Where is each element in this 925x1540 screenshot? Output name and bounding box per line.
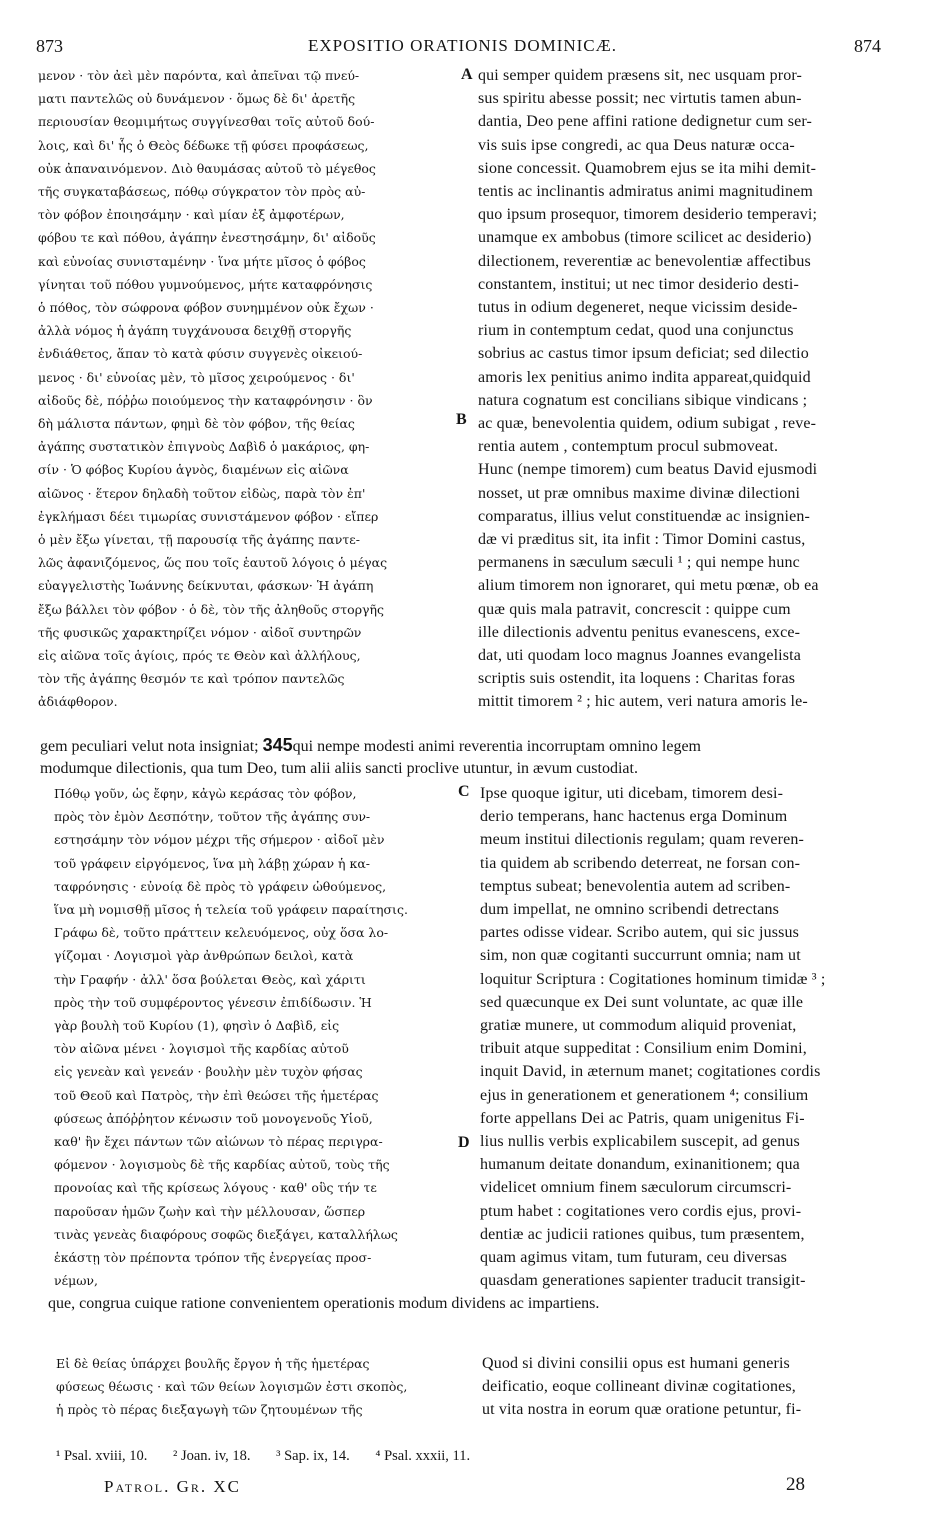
footnotes	[56, 1448, 492, 1465]
latin-text-line: humanum deitate donandum, exinanitionem; qua	[480, 1156, 800, 1174]
margin-marker-b: B	[456, 411, 467, 428]
latin-text-line: sim, non quæ cogitanti succurrunt omnia; nam ut	[480, 947, 801, 965]
series-title: Patrol. Gr. XC	[104, 1477, 242, 1496]
margin-marker-c: C	[458, 783, 470, 800]
greek-text-line: ματι παντελῶς οὐ δυνάμενον · ὅμως δὲ δι' ἀρετῆς	[38, 91, 356, 107]
greek-text-line: ταφρόνησις · εὐνοίᾳ δὲ πρὸς τὸ γράφειν ὠθούμενος,	[54, 878, 387, 894]
latin-text-line: temptus subeat; benevolentia autem ad scriben-	[480, 877, 791, 895]
greek-text-line: πρὸς τὴν τοῦ συμφέροντος γένεσιν ἐπιδίδωσιν. Ἡ	[54, 994, 372, 1010]
running-header	[0, 36, 925, 62]
latin-text-line: videlicet omnium finem sæculorum circumscri-	[480, 1179, 792, 1197]
margin-marker-d: D	[458, 1134, 470, 1151]
latin-text-line: quam agimus vitam, tum futuram, ceu diversas	[480, 1249, 787, 1267]
latin-text-line: amoris lex penitius animo indita appareat,quidquid	[478, 368, 811, 386]
bridge-text-1b: qui nempe modesti animi reverentia incorruptam omnino legem	[292, 738, 701, 755]
page-title: EXPOSITIO ORATIONIS DOMINICÆ.	[307, 36, 618, 55]
latin-text-line: sus spiritu abesse possit; nec virtutis tamen abun-	[478, 90, 802, 108]
latin-text-line: nosset, ut præ omnibus maxime divinæ dilectioni	[478, 484, 801, 502]
latin-text-line: tentis ac inclinantis admiratus animi magnitudinem	[478, 183, 813, 201]
latin-column-section-3	[482, 1352, 890, 1422]
greek-text-line: ἀγάπης συστατικὸν ἐπιγνοὺς Δαβὶδ ὁ μακάριος, φη-	[38, 439, 370, 455]
greek-text-line: ἑκάστῃ τὸν πρέποντα τρόπον τῆς ἐνεργείας προσ-	[54, 1250, 372, 1266]
latin-text-line: unamque ex ambobus (timore scilicet ac desiderio)	[478, 229, 812, 247]
greek-text-line: εστησάμην τὸν νόμον μέχρι τῆς σήμερον · αἰδοῖ μὲν	[54, 832, 385, 848]
column-number-marker: 345	[262, 735, 293, 755]
latin-text-line: comparatus, illius velut constituendæ ac insignien-	[478, 507, 811, 525]
greek-text-line: τὸν τῆς ἀγάπης θεσμόν τε καὶ τρόπον παντελῶς	[38, 671, 345, 687]
greek-text-line: καὶ εὐνοίας συνισταμένην · ἵνα μήτε μῖσος ὁ φόβος	[38, 253, 366, 269]
latin-text-line: dum impellat, ne omnino scribendi detrectans	[480, 901, 779, 919]
latin-text-line: partes odisse videar. Scribo autem, qui sic jussus	[480, 924, 800, 942]
greek-text-line: εἰς γενεὰν καὶ γενεάν · βουλὴν μὲν τυχὸν φήσας	[54, 1064, 363, 1080]
latin-text-line: tia quidem ab scribendo deterreat, ne forsan con-	[480, 854, 801, 872]
latin-text-line: dantia, Deo pene affini ratione dedignetur cum ser-	[478, 113, 813, 131]
greek-text-line: φόβου τε καὶ πόθου, ἀγάπην ἐνεστησάμην, δι' αἰδοῦς	[38, 230, 376, 246]
greek-text-line: τινὰς γενεὰς διαφόρους σοφῶς διεξάγει, καταλλήλως	[54, 1226, 398, 1242]
latin-text-line: dilectionem, reverentiæ ac benevolentiæ affectibus	[478, 252, 811, 270]
greek-column-section-2	[54, 782, 454, 1292]
greek-text-line: παροῦσαν ἡμῶν ζωὴν καὶ τὴν μέλλουσαν, ὥσπερ	[54, 1203, 366, 1219]
greek-text-line: Γράφω δὲ, τοῦτο πράττειν κελευόμενος, οὐχ ὅσα λο-	[54, 925, 389, 941]
greek-text-line: λοις, καὶ δι' ἧς ὁ Θεὸς δέδωκε τῇ φύσει προφάσεως,	[38, 137, 369, 153]
latin-text-line: sione concessit. Quamobrem ejus se ita mihi demit-	[478, 159, 817, 177]
greek-text-line: μενος · δι' εὐνοίας μὲν, τὸ μῖσος χειρούμενος · δι'	[38, 369, 355, 385]
greek-text-line: τοῦ Θεοῦ καὶ Πατρὸς, τὴν ἐπὶ θεώσει τῆς ἡμετέρας	[54, 1087, 379, 1103]
bridge-line-1	[40, 734, 890, 758]
greek-text-line: τὴν Γραφήν · ἀλλ' ὅσα βούλεται Θεὸς, καὶ χάριτι	[54, 971, 366, 987]
greek-text-line: προνοίας καὶ τῆς κρίσεως λόγους · καθ' οὓς τήν τε	[54, 1180, 377, 1196]
greek-text-line: σίν · Ὁ φόβος Κυρίου ἁγνὸς, διαμένων εἰς αἰῶνα	[38, 462, 349, 478]
greek-text-line: αἰδοῦς δὲ, πόῤῥω ποιούμενος τὴν καταφρόνησιν · ὃν	[38, 392, 373, 408]
right-column-number: 874	[854, 36, 881, 56]
greek-text-line: τῆς συγκαταβάσεως, πόθῳ σύγκρατον τὸν πρὸς αὐ-	[38, 184, 366, 200]
greek-text-line: λῶς ἀφανιζόμενος, ὥς που τοῖς ἑαυτοῦ λόγοις ὁ μέγας	[38, 555, 388, 571]
latin-text-line: permanens in sæculum sæculi ¹ ; qui nempe hunc	[478, 554, 800, 572]
latin-column-section-1	[478, 64, 890, 714]
latin-text-line: qui semper quidem præsens sit, nec usquam pror-	[478, 67, 803, 84]
footnote-3: ³ Sap. ix, 14.	[276, 1448, 350, 1464]
greek-text-line: περιουσίαν θεομιμήτως συγγίνεσθαι τοῖς αὐτοῦ δού-	[38, 114, 375, 130]
latin-text-line: quo ipsum prosequor, timorem desiderio temperavi;	[478, 206, 818, 224]
greek-text-line: ἐγκλήμασι δέει τιμωρίας συνιστάμενον φόβον · εἴπερ	[38, 508, 379, 524]
latin-text-line: forte appellans Dei ac Patris, quam unigenitus Fi-	[480, 1109, 805, 1127]
greek-text-line: φύσεως θέωσις · καὶ τῶν θείων λογισμῶν ἐστι σκοπὸς,	[56, 1379, 408, 1395]
latin-text-line: ille dilectionis adventu penitus evanescens, exce-	[478, 623, 801, 641]
latin-text-line: dæ vi præditus sit, ita infit : Timor Domini castus,	[478, 531, 806, 549]
greek-text-line: τῆς φυσικῶς χαρακτηρίζει νόμον · αἰδοῖ συντηρῶν	[38, 624, 362, 640]
latin-text-line: derio temperans, hanc hactenus erga Dominum	[480, 808, 788, 826]
latin-text-line: ejus in generationem et generationem ⁴; consilium	[480, 1086, 809, 1104]
greek-text-line: εὐαγγελιστὴς Ἰωάννης δείκνυται, φάσκων· Ἡ ἀγάπη	[38, 578, 374, 594]
greek-text-line: γίζομαι · Λογισμοὶ γὰρ ἀνθρώπων δειλοὶ, κατὰ	[54, 948, 354, 964]
greek-text-line: ἀλλὰ νόμος ἡ ἀγάπη τυγχάνουσα δειχθῇ στοργῆς	[38, 323, 352, 339]
greek-text-line: τὸν αἰῶνα μένει · λογισμοὶ τῆς καρδίας αὐτοῦ	[54, 1041, 349, 1057]
greek-text-line: ἔξω βάλλει τὸν φόβον · ὁ δὲ, τὸν τῆς ἀληθοῦς στοργῆς	[38, 601, 385, 617]
greek-text-line: νέμων,	[54, 1273, 98, 1289]
bridge-line-3: que, congrua cuique ratione convenientem operationis modum dividens ac impartiens.	[48, 1295, 600, 1312]
latin-text-line: alium timorem non ignoraret, qui metu pœnæ, ob ea	[478, 577, 819, 595]
footnote-2: ² Joan. iv, 18.	[172, 1448, 251, 1464]
footnote-4: ⁴ Psal. xxxii, 11.	[375, 1448, 471, 1464]
bridge-line-2: modumque dilectionis, qua tum Deo, tum alii aliis sancti proclive utuntur, in ævum custodiat.	[40, 760, 638, 777]
latin-text-line: ptum habet : cogitationes vero cordis ejus, provi-	[480, 1202, 802, 1220]
greek-text-line: φόμενον · λογισμοὺς δὲ τῆς καρδίας αὐτοῦ, τοὺς τῆς	[54, 1157, 390, 1173]
latin-text-line: natura cognatum est concilians sibique vindicans ;	[478, 391, 808, 409]
latin-text-line: mittit timorem ² ; hic autem, veri natura amoris le-	[478, 693, 808, 711]
latin-text-line: Ipse quoque igitur, uti dicebam, timorem desi-	[480, 785, 784, 802]
greek-text-line: γὰρ βουλὴ τοῦ Κυρίου (1), φησὶν ὁ Δαβὶδ, εἰς	[54, 1018, 340, 1034]
latin-text-line: Hunc (nempe timorem) cum beatus David ejusmodi	[478, 461, 818, 479]
greek-text-line: εἰς αἰῶνα τοῖς ἁγίοις, πρός τε Θεὸν καὶ ἀλλήλους,	[38, 648, 361, 664]
latin-text-line: loquitur Scriptura : Cogitationes hominum timidæ ³ ;	[480, 970, 826, 988]
greek-text-line: αἰῶνος · ἕτερον δηλαδὴ τοῦτον εἰδὼς, παρὰ τὸν ἐπ'	[38, 485, 366, 501]
latin-column-section-2	[480, 782, 890, 1292]
latin-text-line: rium in contemptum cedat, quod una conjunctus	[478, 322, 794, 340]
greek-text-line: πρὸς τὸν ἐμὸν Δεσπότην, τοῦτον τῆς ἀγάπης συν-	[54, 809, 371, 825]
greek-text-line: τὸν φόβον ἐποιησάμην · καὶ μίαν ἐξ ἀμφοτέρων,	[38, 207, 345, 223]
margin-marker-a: A	[461, 66, 473, 83]
latin-text-line: vis suis ipse congredi, ac qua Deus naturæ occa-	[478, 136, 795, 154]
bridge-text-1a: gem peculiari velut nota insigniat;	[40, 738, 259, 755]
latin-text-line: tutus in odium degeneret, neque vicissim deside-	[478, 299, 798, 317]
page-number: 28	[786, 1474, 805, 1495]
latin-text-line: quæ quis mala patravit, concrescit : quippe cum	[478, 600, 791, 618]
greek-text-line: ἐνδιάθετος, ἅπαν τὸ κατὰ φύσιν συγγενὲς οἰκειού-	[38, 346, 363, 362]
greek-text-line: ὁ πόθος, τὸν σώφρονα φόβον συνημμένον οὐκ ἔχων ·	[38, 300, 374, 316]
latin-text-line: scriptis suis ostendit, ita loquens : Charitas foras	[478, 670, 796, 688]
latin-text-line: lius nullis verbis explicabilem suscepit, ad genus	[480, 1133, 800, 1151]
latin-text-line: dentiæ ac judicii rationes quibus, tum præsentem,	[480, 1225, 805, 1243]
greek-text-line: ἵνα μὴ νομισθῇ μῖσος ἡ τελεία τοῦ γράφειν παραίτησις.	[54, 902, 408, 918]
footnote-1: ¹ Psal. xviii, 10.	[56, 1448, 148, 1464]
greek-text-line: ἡ πρὸς τὸ πέρας διεξαγωγὴ τῶν ζητουμένων τῆς	[56, 1402, 363, 1418]
greek-text-line: γίνηται τοῦ πόθου γυμνούμενος, μήτε καταφρόνησις	[38, 276, 373, 292]
greek-text-line: δὴ μάλιστα πάντων, φημὶ δὲ τὸν φόβον, τῆς θείας	[38, 416, 355, 432]
latin-text-line: deificatio, eoque collineant divinæ cogitationes,	[482, 1378, 796, 1396]
latin-text-line: inquit David, in æternum manet; cogitationes cordis	[480, 1063, 821, 1081]
left-column-number: 873	[36, 36, 63, 56]
greek-text-line: καθ' ἣν ἔχει πάντων τῶν αἰώνων τὸ πέρας περιγρα-	[54, 1134, 383, 1150]
latin-text-line: rentia autem , contemptum procul submoveat.	[478, 438, 779, 456]
latin-text-line: ac quæ, benevolentia quidem, odium subigat , reve-	[478, 415, 817, 433]
greek-text-line: ὁ μὲν ἔξω γίνεται, τῇ παρουσίᾳ τῆς ἀγάπης παντε-	[38, 532, 360, 548]
greek-text-line: φύσεως ἀπόῤῥητον κένωσιν τοῦ μονογενοῦς Υἱοῦ,	[54, 1110, 373, 1126]
latin-text-line: Quod si divini consilii opus est humani generis	[482, 1355, 790, 1372]
latin-text-line: gratiæ munere, ut commodum aliquid proveniat,	[480, 1017, 797, 1035]
latin-text-line: meum institui dilectionis regulam; quam reveren-	[480, 831, 805, 849]
latin-text-line: quasdam generationes sapienter traducit transigit-	[480, 1272, 806, 1290]
latin-text-line: sobrius ac castus timor ipsum deficiat; sed dilectio	[478, 345, 809, 363]
greek-text-line: Πόθῳ γοῦν, ὡς ἔφην, κἀγὼ κεράσας τὸν φόβον,	[54, 786, 357, 801]
greek-text-line: Εἰ δὲ θείας ὑπάρχει βουλῆς ἔργον ἡ τῆς ἡμετέρας	[56, 1356, 370, 1371]
latin-text-line: dat, uti quodam loco magnus Joannes evangelista	[478, 647, 801, 665]
greek-text-line: μενον · τὸν ἀεὶ μὲν παρόντα, καὶ ἀπεῖναι τῷ πνεύ-	[38, 68, 360, 83]
latin-text-line: ut vita nostra in eorum quæ oratione petuntur, fi-	[482, 1401, 802, 1419]
greek-text-line: ἀδιάφθορον.	[38, 694, 118, 710]
greek-column-section-3	[56, 1352, 456, 1422]
greek-column-section-1	[38, 64, 456, 714]
greek-text-line: οὐκ ἀπαναινόμενον. Διὸ θαυμάσας αὐτοῦ τὸ μέγεθος	[38, 160, 376, 176]
latin-text-line: sed quæcunque ex Dei sunt voluntate, ac quæ ille	[480, 993, 804, 1011]
latin-text-line: constantem, institui; ut nec timor desiderio desti-	[478, 275, 799, 293]
latin-text-line: tribuit atque suppeditat : Consilium enim Domini,	[480, 1040, 807, 1058]
greek-text-line: τοῦ γράφειν εἰργόμενος, ἵνα μὴ λάβῃ χώραν ἡ κα-	[54, 855, 370, 871]
